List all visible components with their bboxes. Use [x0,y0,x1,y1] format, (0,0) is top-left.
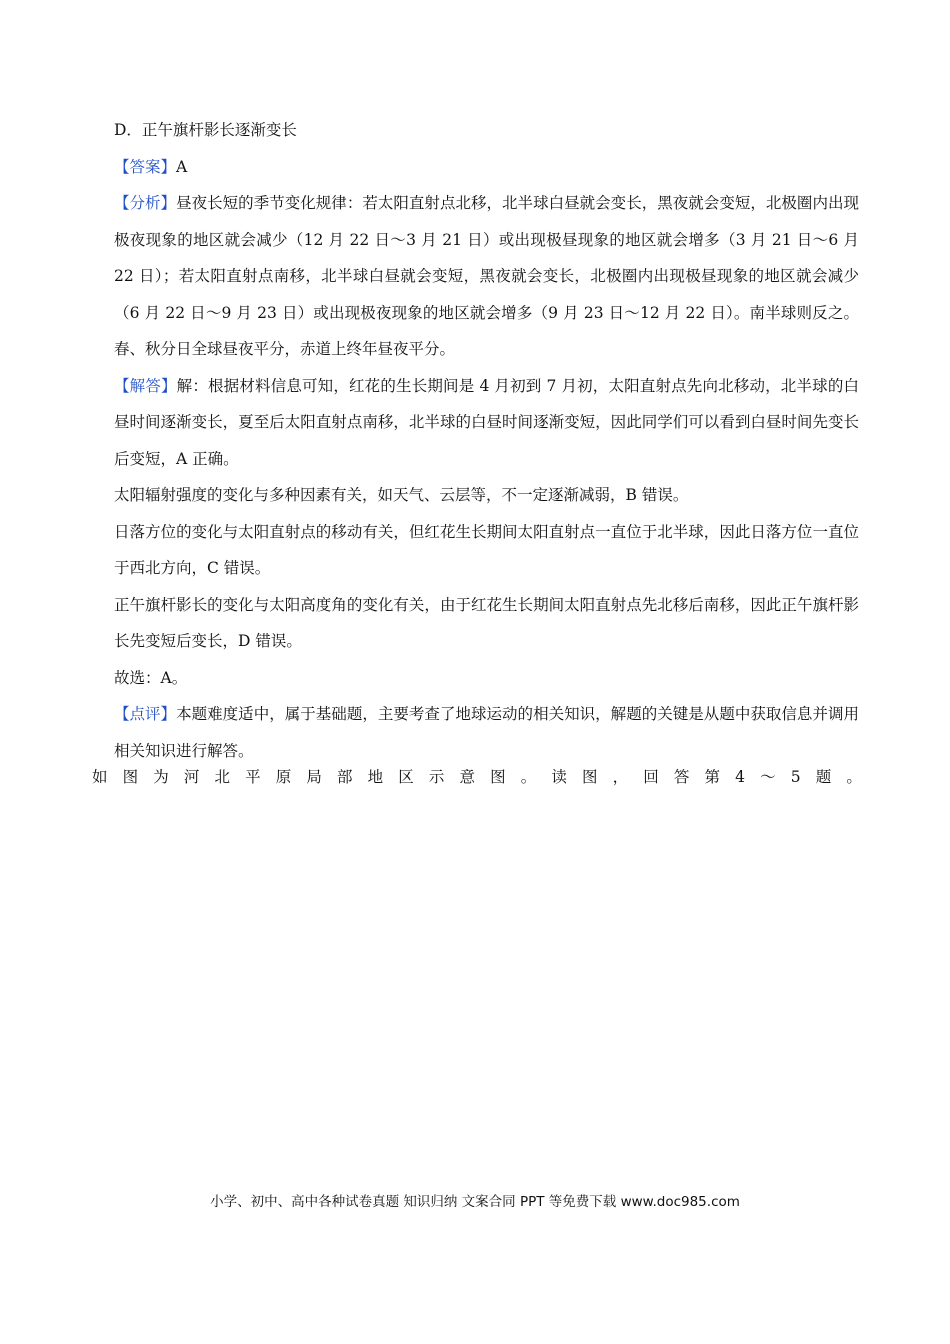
paragraph-b: 太阳辐射强度的变化与多种因素有关，如天气、云层等，不一定逐渐减弱，B 错误。 [114,486,689,504]
heading-char: 图 [582,768,598,786]
heading-char: 意 [459,768,476,786]
solution-tag: 【解答】 [114,376,177,395]
heading-char: 。 [846,768,862,786]
paragraph-c: 日落方位的变化与太阳直射点的移动有关，但红花生长期间太阳直射点一直位于北半球，因此日落方位一直位于西北方向，C 错误。 [114,522,859,577]
heading-char: 平 [245,768,261,786]
heading-char: 地 [367,768,384,786]
choose-answer: 故选：A。 [114,668,188,687]
heading-char: ， [612,768,629,786]
paragraph-d: 正午旗杆影长的变化与太阳高度角的变化有关，由于红花生长期间太阳直射点先北移后南移，因此正午旗杆影长先变短后变长，D 错误。 [114,595,859,650]
heading-char: 部 [337,768,353,786]
heading-char: 区 [398,768,414,786]
heading-char: 北 [214,768,231,786]
heading-char: 如 [92,768,108,786]
heading-char: 为 [153,768,169,786]
analysis-block [114,185,859,368]
heading-char: 答 [673,768,690,786]
heading-char: 原 [275,768,292,786]
heading-char: ～ [760,768,776,786]
comment-text: 本题难度适中，属于基础题，主要考查了地球运动的相关知识，解题的关键是从题中获取信息并调用相关知识进行解答。 [114,705,859,760]
heading-char: 局 [306,768,322,786]
heading-char: 河 [183,768,200,786]
heading-char: 。 [520,768,537,786]
next-question-heading [92,762,862,792]
heading-char: 图 [490,768,506,786]
heading-char: 第 [704,768,721,786]
heading-char: 题 [815,768,832,786]
analysis-tag: 【分析】 [114,194,177,212]
comment-block [114,696,859,769]
heading-char: 示 [428,768,445,786]
answer-section [114,112,859,769]
solution-block [114,368,859,478]
heading-char: 回 [643,768,659,786]
heading-char: 图 [122,768,139,786]
solution-text: 解：根据材料信息可知，红花的生长期间是 4 月初到 7 月初，太阳直射点先向北移动，北半球的白昼时间逐渐变长，夏至后太阳直射点南移，北半球的白昼时间逐渐变短，因此同学们可以看到白昼时间先变长后变短，A 正确。 [114,376,859,468]
heading-char: 5 [790,768,801,786]
answer-tag: 【答案】 [114,157,177,176]
answer-text: A [176,157,188,176]
answer-block [114,149,859,186]
page-footer: 小学、初中、高中各种试卷真题 知识归纳 文案合同 PPT 等免费下载 www.doc985.com [210,1194,740,1210]
analysis-text: 昼夜长短的季节变化规律：若太阳直射点北移，北半球白昼就会变长，黑夜就会变短，北极圈内出现极夜现象的地区就会减少（12 月 22 日～3 月 21 日）或出现极昼现象的地区就会增多（3 月 21 日～6 月 22 日）；若太阳直射点南移，北半球白昼就会变短，黑夜就会变长，北极圈内出现极昼现象的地区就会减少（6 月 22 日～9 月 23 日）或出现极夜现象的地区就会增多（9 月 23 日～12 月 22 日）。南半球则反之。春、秋分日全球昼夜平分，赤道上终年昼夜平分。 [114,194,859,358]
heading-char: 读 [551,768,567,786]
heading-char: 4 [735,768,745,786]
comment-tag: 【点评】 [114,705,177,723]
option-d-text: D．正午旗杆影长逐渐变长 [114,121,297,139]
